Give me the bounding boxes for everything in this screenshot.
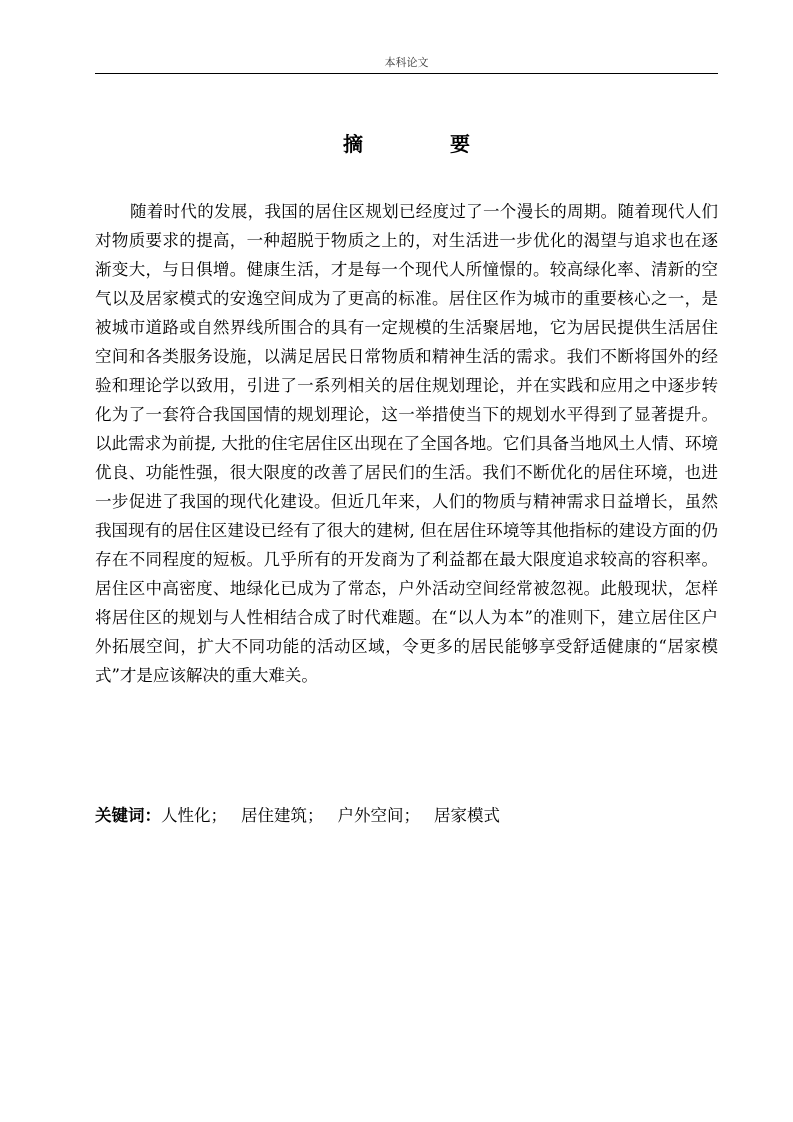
- header-rule: [95, 73, 718, 74]
- abstract-title: 摘 要: [343, 132, 510, 156]
- running-header: 本科论文: [384, 56, 429, 69]
- keywords-line: [95, 801, 718, 830]
- keyword-item: 人性化；: [161, 806, 227, 825]
- keywords-label: 关键词：: [95, 806, 161, 825]
- keyword-item: 居家模式: [434, 806, 500, 825]
- keyword-item: 居住建筑；: [241, 806, 324, 825]
- abstract-body: 随着时代的发展，我国的居住区规划已经度过了一个漫长的周期。随着现代人们对物质要求的提高，一种超脱于物质之上的，对生活进一步优化的渴望与追求也在逐渐变大，与日俱增。健康生活，才是每一个现代人所憧憬的。较高绿化率、清新的空气以及居家模式的安逸空间成为了更高的标准。居住区作为城市的重要核心之一，是被城市道路或自然界线所围合的具有一定规模的生活聚居地，它为居民提供生活居住空间和各类服务设施，以满足居民日常物质和精神生活的需求。我们不断将国外的经验和理论学以致用，引进了一系列相关的居住规划理论，并在实践和应用之中逐步转化为了一套符合我国国情的规划理论，这一举措使当下的规划水平得到了显著提升。以此需求为前提, 大批的住宅居住区出现在了全国各地。它们具备当地风土人情、环境优良、功能性强，很大限度的改善了居民们的生活。我们不断优化的居住环境，也进一步促进了我国的现代化建设。但近几年来，人们的物质与精神需求日益增长，虽然我国现有的居住区建设已经有了很大的建树, 但在居住环境等其他指标的建设方面的仍存在不同程度的短板。几乎所有的开发商为了利益都在最大限度追求较高的容积率。居住区中高密度、地绿化已成为了常态，户外活动空间经常被忽视。此般现状，怎样将居住区的规划与人性相结合成了时代难题。在“以人为本”的准则下，建立居住区户外拓展空间，扩大不同功能的活动区域，令更多的居民能够享受舒适健康的“居家模式”才是应该解决的重大难关。: [95, 202, 718, 685]
- keyword-item: 户外空间；: [337, 806, 420, 825]
